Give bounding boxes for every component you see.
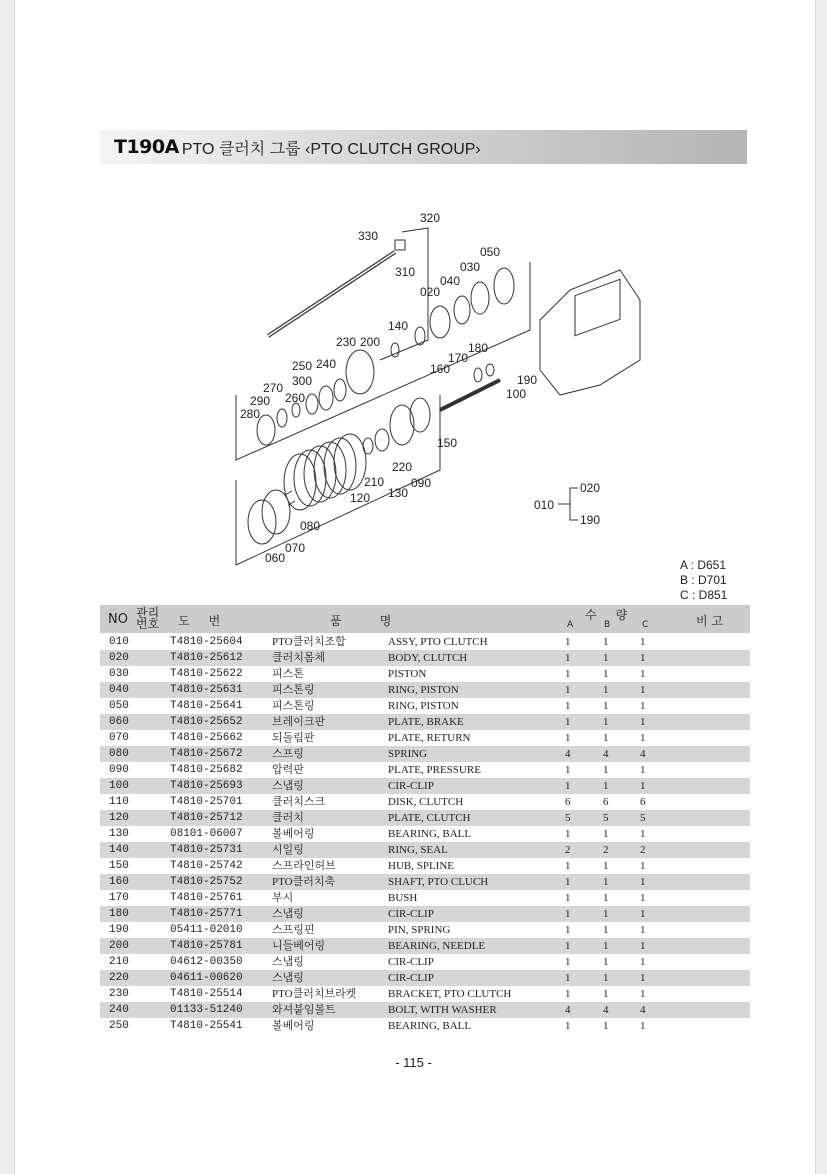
svg-text:080: 080 xyxy=(300,519,321,533)
row-part-number: T4810-25622 xyxy=(170,668,243,680)
row-qty-c: 1 xyxy=(640,684,646,696)
callout-labels xyxy=(240,211,600,565)
svg-text:060: 060 xyxy=(265,551,286,565)
part-240 xyxy=(334,379,346,401)
svg-text:270: 270 xyxy=(263,381,284,395)
svg-text:200: 200 xyxy=(360,335,381,349)
table-row xyxy=(100,794,750,810)
row-qty-b: 1 xyxy=(603,956,609,968)
row-no: 060 xyxy=(109,716,129,728)
row-qty-b: 1 xyxy=(603,924,609,936)
housing xyxy=(540,270,640,395)
row-qty-a: 1 xyxy=(565,716,571,728)
row-no: 040 xyxy=(109,684,129,696)
row-english-name: CIR-CLIP xyxy=(388,908,434,920)
row-part-number: T4810-25652 xyxy=(170,716,243,728)
table-row xyxy=(100,730,750,746)
row-qty-c: 1 xyxy=(640,892,646,904)
table-row xyxy=(100,810,750,826)
row-no: 190 xyxy=(109,924,129,936)
row-part-number: T4810-25514 xyxy=(170,988,243,1000)
row-no: 020 xyxy=(109,652,129,664)
row-english-name: BUSH xyxy=(388,892,418,904)
row-english-name: RING, SEAL xyxy=(388,844,448,856)
parts-table-body xyxy=(100,634,750,1034)
row-qty-a: 6 xyxy=(565,796,571,808)
row-qty-b: 1 xyxy=(603,988,609,1000)
row-part-number: 08101-06007 xyxy=(170,828,243,840)
row-no: 070 xyxy=(109,732,129,744)
part-140 xyxy=(415,327,425,345)
row-part-number: T4810-25712 xyxy=(170,812,243,824)
row-korean-name: 피스톤 xyxy=(272,668,304,680)
row-part-number: T4810-25682 xyxy=(170,764,243,776)
row-korean-name: 스프링핀 xyxy=(272,924,315,936)
part-110 xyxy=(334,434,366,490)
row-qty-b: 1 xyxy=(603,636,609,648)
row-qty-a: 1 xyxy=(565,668,571,680)
row-no: 120 xyxy=(109,812,129,824)
row-qty-b: 1 xyxy=(603,716,609,728)
row-english-name: RING, PISTON xyxy=(388,684,459,696)
row-korean-name: 시일링 xyxy=(272,844,304,856)
row-part-number: T4810-25701 xyxy=(170,796,243,808)
row-no: 030 xyxy=(109,668,129,680)
row-qty-a: 1 xyxy=(565,876,571,888)
row-qty-a: 1 xyxy=(565,988,571,1000)
svg-text:220: 220 xyxy=(392,460,413,474)
plug-320 xyxy=(395,240,405,250)
row-english-name: ASSY, PTO CLUTCH xyxy=(388,636,488,648)
row-qty-a: 1 xyxy=(565,636,571,648)
row-korean-name: 클러치 xyxy=(272,812,304,824)
row-qty-b: 1 xyxy=(603,828,609,840)
row-qty-a: 1 xyxy=(565,764,571,776)
row-no: 200 xyxy=(109,940,129,952)
section-title: PTO 클러치 그룹 ‹PTO CLUTCH GROUP› xyxy=(181,140,481,158)
section-code: T190A xyxy=(114,136,179,158)
table-row xyxy=(100,698,750,714)
row-korean-name: 와셔붙임볼트 xyxy=(272,1004,336,1016)
part-040 xyxy=(454,296,470,324)
row-korean-name: 클러치몸체 xyxy=(272,652,326,664)
table-row xyxy=(100,922,750,938)
row-qty-a: 1 xyxy=(565,1020,571,1032)
row-qty-b: 1 xyxy=(603,972,609,984)
row-qty-b: 1 xyxy=(603,732,609,744)
row-english-name: BRACKET, PTO CLUTCH xyxy=(388,988,512,1000)
row-english-name: PIN, SPRING xyxy=(388,924,451,936)
row-english-name: SHAFT, PTO CLUCH xyxy=(388,876,489,888)
svg-text:120: 120 xyxy=(350,491,371,505)
row-korean-name: 볼베어링 xyxy=(272,1020,315,1032)
row-qty-c: 1 xyxy=(640,828,646,840)
svg-text:040: 040 xyxy=(440,274,461,288)
svg-text:150: 150 xyxy=(437,436,458,450)
row-part-number: T4810-25742 xyxy=(170,860,243,872)
row-no: 160 xyxy=(109,876,129,888)
row-no: 090 xyxy=(109,764,129,776)
row-part-number: T4810-25641 xyxy=(170,700,243,712)
svg-text:050: 050 xyxy=(480,245,501,259)
row-qty-c: 6 xyxy=(640,796,646,808)
row-part-number: T4810-25631 xyxy=(170,684,243,696)
table-row xyxy=(100,986,750,1002)
row-english-name: BODY, CLUTCH xyxy=(388,652,468,664)
part-220 xyxy=(375,429,389,451)
row-qty-b: 1 xyxy=(603,652,609,664)
row-qty-b: 1 xyxy=(603,1020,609,1032)
row-english-name: BEARING, NEEDLE xyxy=(388,940,486,952)
svg-text:190: 190 xyxy=(517,373,538,387)
table-row xyxy=(100,906,750,922)
row-qty-c: 4 xyxy=(640,748,646,760)
parts-table-header xyxy=(100,605,750,633)
model-legend xyxy=(680,558,727,603)
row-qty-b: 5 xyxy=(603,812,609,824)
row-qty-b: 1 xyxy=(603,892,609,904)
table-row xyxy=(100,762,750,778)
header-drawing: 도 번 xyxy=(178,614,221,628)
table-row xyxy=(100,682,750,698)
row-qty-c: 1 xyxy=(640,876,646,888)
row-english-name: RING, PISTON xyxy=(388,700,459,712)
table-row xyxy=(100,954,750,970)
row-qty-b: 4 xyxy=(603,748,609,760)
row-english-name: CIR-CLIP xyxy=(388,972,434,984)
row-part-number: T4810-25761 xyxy=(170,892,243,904)
row-no: 140 xyxy=(109,844,129,856)
part-200 xyxy=(391,343,399,357)
row-no: 110 xyxy=(109,796,129,808)
svg-text:260: 260 xyxy=(285,391,306,405)
row-qty-a: 1 xyxy=(565,956,571,968)
model-c: C : D851 xyxy=(680,588,728,602)
row-english-name: BEARING, BALL xyxy=(388,828,472,840)
svg-text:100: 100 xyxy=(506,387,527,401)
part-050 xyxy=(494,268,514,304)
row-part-number: T4810-25771 xyxy=(170,908,243,920)
table-row xyxy=(100,778,750,794)
header-a: A xyxy=(567,620,574,630)
row-korean-name: 스냅링 xyxy=(272,908,304,920)
svg-text:010: 010 xyxy=(534,498,555,512)
row-qty-b: 1 xyxy=(603,780,609,792)
row-english-name: SPRING xyxy=(388,748,428,760)
row-no: 180 xyxy=(109,908,129,920)
row-qty-b: 1 xyxy=(603,764,609,776)
row-qty-b: 1 xyxy=(603,860,609,872)
row-qty-a: 1 xyxy=(565,828,571,840)
svg-text:130: 130 xyxy=(388,486,409,500)
svg-text:290: 290 xyxy=(250,394,271,408)
row-qty-a: 1 xyxy=(565,652,571,664)
row-qty-a: 4 xyxy=(565,748,571,760)
row-qty-b: 1 xyxy=(603,940,609,952)
row-qty-b: 6 xyxy=(603,796,609,808)
row-english-name: PLATE, RETURN xyxy=(388,732,471,744)
part-260 xyxy=(292,403,300,417)
row-part-number: 05411-02010 xyxy=(170,924,243,936)
svg-text:230: 230 xyxy=(336,335,357,349)
part-020 xyxy=(430,306,450,338)
part-300 xyxy=(306,394,318,414)
svg-text:160: 160 xyxy=(430,362,451,376)
row-qty-c: 1 xyxy=(640,780,646,792)
part-250 xyxy=(319,386,333,410)
row-qty-c: 1 xyxy=(640,636,646,648)
row-no: 170 xyxy=(109,892,129,904)
row-korean-name: 스냅링 xyxy=(272,780,304,792)
row-part-number: 01133-51240 xyxy=(170,1004,243,1016)
row-english-name: PLATE, PRESSURE xyxy=(388,764,481,776)
table-row xyxy=(100,650,750,666)
row-korean-name: 니들베어링 xyxy=(272,940,326,952)
table-row xyxy=(100,858,750,874)
header-b: B xyxy=(604,620,611,630)
row-qty-c: 1 xyxy=(640,972,646,984)
header-name: 품 명 xyxy=(330,614,392,628)
svg-text:020: 020 xyxy=(420,285,441,299)
row-qty-a: 2 xyxy=(565,844,571,856)
svg-text:310: 310 xyxy=(395,265,416,279)
row-qty-c: 1 xyxy=(640,764,646,776)
row-qty-b: 1 xyxy=(603,684,609,696)
row-qty-c: 1 xyxy=(640,700,646,712)
row-english-name: PLATE, BRAKE xyxy=(388,716,464,728)
row-part-number: T4810-25612 xyxy=(170,652,243,664)
header-mgmt-bottom: 번호 xyxy=(136,617,160,631)
row-korean-name: 스프링 xyxy=(272,748,304,760)
part-030 xyxy=(471,282,489,314)
row-qty-c: 1 xyxy=(640,924,646,936)
table-row xyxy=(100,842,750,858)
row-qty-a: 1 xyxy=(565,892,571,904)
row-korean-name: 브레이크판 xyxy=(272,716,326,728)
row-no: 100 xyxy=(109,780,129,792)
model-a: A : D651 xyxy=(680,558,727,572)
row-qty-c: 1 xyxy=(640,940,646,952)
row-part-number: T4810-25693 xyxy=(170,780,243,792)
svg-text:020: 020 xyxy=(580,481,601,495)
row-qty-a: 1 xyxy=(565,940,571,952)
row-qty-a: 1 xyxy=(565,908,571,920)
row-no: 130 xyxy=(109,828,129,840)
svg-text:030: 030 xyxy=(460,260,481,274)
row-part-number: T4810-25541 xyxy=(170,1020,243,1032)
part-270 xyxy=(277,409,287,427)
legend-bracket xyxy=(570,488,578,520)
table-row xyxy=(100,890,750,906)
row-qty-a: 4 xyxy=(565,1004,571,1016)
svg-text:140: 140 xyxy=(388,319,409,333)
row-no: 050 xyxy=(109,700,129,712)
header-qty: 수 량 xyxy=(585,608,628,622)
row-english-name: CIR-CLIP xyxy=(388,956,434,968)
table-row xyxy=(100,634,750,650)
table-row xyxy=(100,874,750,890)
row-part-number: T4810-25672 xyxy=(170,748,243,760)
table-row xyxy=(100,746,750,762)
header-c: C xyxy=(642,620,649,630)
row-no: 220 xyxy=(109,972,129,984)
row-qty-c: 1 xyxy=(640,716,646,728)
row-qty-b: 1 xyxy=(603,876,609,888)
row-part-number: 04612-00350 xyxy=(170,956,243,968)
row-no: 080 xyxy=(109,748,129,760)
part-080 xyxy=(285,491,292,495)
row-qty-c: 4 xyxy=(640,1004,646,1016)
row-qty-b: 1 xyxy=(603,700,609,712)
row-qty-c: 5 xyxy=(640,812,646,824)
row-korean-name: 압력판 xyxy=(272,764,304,776)
row-qty-b: 1 xyxy=(603,908,609,920)
table-row xyxy=(100,970,750,986)
part-180 xyxy=(486,364,494,376)
row-qty-c: 1 xyxy=(640,732,646,744)
row-qty-b: 4 xyxy=(603,1004,609,1016)
table-row xyxy=(100,1018,750,1034)
row-no: 210 xyxy=(109,956,129,968)
row-no: 250 xyxy=(109,1020,129,1032)
row-english-name: DISK, CLUTCH xyxy=(388,796,464,808)
svg-text:210: 210 xyxy=(364,475,385,489)
header-mgmt-top: 관리 xyxy=(136,606,160,620)
row-english-name: HUB, SPLINE xyxy=(388,860,455,872)
part-090 xyxy=(390,405,414,445)
row-english-name: PLATE, CLUTCH xyxy=(388,812,471,824)
svg-text:180: 180 xyxy=(468,341,489,355)
header-remarks: 비 고 xyxy=(696,614,723,628)
row-part-number: 04611-00620 xyxy=(170,972,243,984)
row-part-number: T4810-25604 xyxy=(170,636,243,648)
row-english-name: BEARING, BALL xyxy=(388,1020,472,1032)
row-korean-name: 스냅링 xyxy=(272,972,304,984)
svg-text:250: 250 xyxy=(292,359,313,373)
row-qty-a: 1 xyxy=(565,924,571,936)
row-korean-name: PTO클러치조합 xyxy=(272,636,346,648)
row-qty-c: 1 xyxy=(640,956,646,968)
model-b: B : D701 xyxy=(680,573,727,587)
row-qty-c: 2 xyxy=(640,844,646,856)
row-korean-name: 피스톤링 xyxy=(272,684,315,696)
row-qty-c: 1 xyxy=(640,988,646,1000)
row-no: 230 xyxy=(109,988,129,1000)
part-150 xyxy=(410,398,430,432)
row-qty-b: 1 xyxy=(603,668,609,680)
row-korean-name: 클러치스크 xyxy=(272,796,326,808)
svg-text:190: 190 xyxy=(580,513,601,527)
row-no: 150 xyxy=(109,860,129,872)
svg-text:240: 240 xyxy=(316,357,337,371)
table-row xyxy=(100,1002,750,1018)
row-english-name: BOLT, WITH WASHER xyxy=(388,1004,497,1016)
row-qty-a: 1 xyxy=(565,700,571,712)
row-english-name: PISTON xyxy=(388,668,427,680)
header-no: NO xyxy=(108,612,128,627)
frame-middle xyxy=(236,262,530,460)
svg-text:300: 300 xyxy=(292,374,313,388)
page-number: - 115 - xyxy=(395,1055,432,1070)
table-row xyxy=(100,714,750,730)
table-row xyxy=(100,826,750,842)
row-no: 240 xyxy=(109,1004,129,1016)
svg-text:170: 170 xyxy=(448,351,469,365)
table-row xyxy=(100,938,750,954)
row-qty-c: 1 xyxy=(640,908,646,920)
row-korean-name: 볼베어링 xyxy=(272,828,315,840)
row-part-number: T4810-25662 xyxy=(170,732,243,744)
row-korean-name: 되돌림판 xyxy=(272,732,315,744)
table-row xyxy=(100,666,750,682)
row-qty-a: 1 xyxy=(565,684,571,696)
svg-text:070: 070 xyxy=(285,541,306,555)
row-qty-a: 1 xyxy=(565,860,571,872)
row-qty-a: 1 xyxy=(565,780,571,792)
row-korean-name: PTO클러치브라켓 xyxy=(272,988,357,1000)
row-korean-name: 부시 xyxy=(272,892,294,904)
row-qty-b: 2 xyxy=(603,844,609,856)
row-qty-c: 1 xyxy=(640,652,646,664)
part-170 xyxy=(474,368,482,382)
exploded-parts-diagram xyxy=(0,0,827,580)
row-english-name: CIR-CLIP xyxy=(388,780,434,792)
row-qty-c: 1 xyxy=(640,1020,646,1032)
svg-text:280: 280 xyxy=(240,407,261,421)
row-qty-a: 1 xyxy=(565,732,571,744)
row-qty-a: 5 xyxy=(565,812,571,824)
row-part-number: T4810-25752 xyxy=(170,876,243,888)
row-part-number: T4810-25731 xyxy=(170,844,243,856)
row-qty-c: 1 xyxy=(640,860,646,872)
svg-text:090: 090 xyxy=(411,476,432,490)
row-korean-name: 피스톤링 xyxy=(272,700,315,712)
shaft-160 xyxy=(440,380,500,410)
svg-text:320: 320 xyxy=(420,211,441,225)
row-korean-name: PTO클러치축 xyxy=(272,876,336,888)
row-qty-c: 1 xyxy=(640,668,646,680)
row-no: 010 xyxy=(109,636,129,648)
row-korean-name: 스냅링 xyxy=(272,956,304,968)
svg-text:330: 330 xyxy=(358,229,379,243)
row-qty-a: 1 xyxy=(565,972,571,984)
row-korean-name: 스프라인허브 xyxy=(272,860,336,872)
row-part-number: T4810-25781 xyxy=(170,940,243,952)
part-230 xyxy=(346,350,374,394)
